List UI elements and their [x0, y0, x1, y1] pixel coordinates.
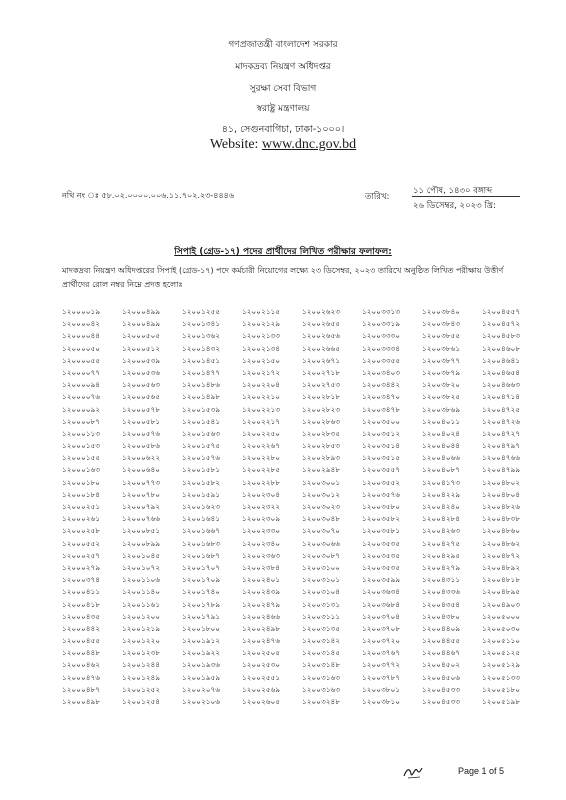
roll-number: ১২০০১২২০ — [122, 636, 161, 646]
roll-number: ১২০০১৪৮৬ — [182, 380, 221, 390]
roll-number: ১২০০৪৫০৬ — [422, 672, 461, 682]
roll-number: ১২০০৪৫৩৩ — [422, 697, 461, 706]
roll-number: ১২০০২৩০৪ — [242, 489, 281, 499]
roll-number: ১২০০৩৫১২ — [362, 428, 401, 438]
roll-number: ১২০০২২৫০ — [242, 428, 281, 438]
roll-number: ১২০০২২৮০ — [242, 453, 281, 463]
roll-number: ১২০০২৫৫১ — [242, 672, 281, 682]
roll-number: ১২০০০৫৫২ — [62, 538, 101, 548]
roll-number: ১২০০০০৭৭ — [62, 367, 101, 377]
ministry-title: স্বরাষ্ট্র মন্ত্রণালয় — [256, 104, 310, 114]
roll-number: ১২০০৩৬৩৪ — [362, 587, 401, 597]
roll-number: ১২০০১৬৪১ — [182, 514, 221, 524]
roll-column — [122, 306, 187, 708]
roll-number: ১২০০৪৩৫৪ — [422, 599, 461, 609]
roll-number: ১২০০৩৮৭৭ — [422, 355, 461, 365]
roll-number: ১২০০২২৮৫ — [242, 465, 281, 475]
roll-number: ১২০০২৮৩৫ — [302, 428, 341, 438]
roll-number: ১২০০১১৪০ — [122, 587, 161, 597]
roll-number: ১২০০০৪৪৮ — [62, 648, 101, 658]
roll-number: ১২০০২৬৫৬ — [302, 331, 341, 341]
roll-number: ১২০০৩১১১ — [302, 611, 341, 621]
roll-number: ১২০০১৭৮৯ — [182, 599, 221, 609]
roll-number: ১২০০০৭৮০ — [122, 489, 161, 499]
roll-number: ১২০০৩০২৩ — [302, 502, 341, 511]
roll-number: ১২০০২৫৩০ — [242, 660, 281, 670]
roll-number: ১২০০৩৫৯৯ — [362, 575, 401, 585]
roll-number: ১২০০১৫৪১ — [182, 416, 221, 426]
roll-number: ১২০০৩১৩৫ — [302, 623, 341, 633]
roll-number: ১২০০৩১৩১ — [302, 599, 341, 609]
roll-number: ১২০০০০৪৪ — [62, 331, 101, 341]
roll-number: ১২০০২৩৮৪ — [242, 562, 281, 572]
roll-number: ১২০০৪৬৪১ — [482, 355, 521, 365]
roll-number: ১২০০৪৪০৯ — [422, 623, 461, 633]
roll-number: ১২০০০০৫৫ — [62, 355, 101, 365]
roll-number: ১২০০৩১৬৩ — [302, 684, 341, 694]
roll-number: ১২০০৩৫৭৬ — [362, 489, 401, 499]
roll-column — [302, 306, 367, 708]
roll-number: ১২০০৩০০১ — [302, 477, 341, 487]
roll-number: ১২০০৩৮৬৯ — [422, 404, 461, 414]
roll-number: ১২০০১৪৯৮ — [182, 392, 221, 402]
roll-number: ১২০০৩১৪৫ — [302, 648, 341, 658]
roll-column — [182, 306, 247, 708]
roll-number: ১২০০২৪৬৬ — [242, 611, 281, 621]
roll-number: ১২০০৩৭০৪ — [362, 611, 401, 621]
roll-number: ১২০০০২৬১ — [62, 514, 101, 524]
roll-number: ১২০০৩৩৫৫ — [362, 355, 401, 365]
roll-number: ১২০০১৬৬৭ — [182, 526, 221, 536]
roll-column — [242, 306, 307, 708]
roll-number: ১২০০৪২৪০ — [422, 502, 461, 511]
roll-number: ১২০০২৪৭৬ — [242, 636, 281, 646]
roll-number: ১২০০০৩৭৪ — [62, 575, 101, 585]
roll-number: ১২০০০০৫০ — [62, 343, 101, 353]
roll-number: ১২০০৪০৬৬ — [422, 453, 461, 463]
roll-number: ১২০০১১০৬ — [122, 575, 161, 585]
roll-number: ১২০০৪৮০৪ — [482, 489, 521, 499]
roll-number: ১২০০০৫৭৬ — [122, 428, 161, 438]
roll-number: ১২০০৪৫০২ — [422, 660, 461, 670]
roll-number: ১২০০৪৩৩৬ — [422, 587, 461, 597]
roll-number: ১২০০০৫৩৯ — [122, 355, 161, 365]
roll-number: ১২০০০১৬৩ — [62, 465, 101, 475]
roll-number: ১২০০৩৪৪২ — [362, 380, 401, 390]
roll-number: ১২০০৩৮৭৯ — [422, 367, 461, 377]
roll-number: ১২০০৪৮৬২ — [482, 538, 521, 548]
roll-number: ১২০০৪৮১৮ — [482, 575, 521, 585]
roll-number: ১২০০১২৪৪ — [122, 660, 161, 670]
roll-number: ১২০০০৪৩৫ — [62, 611, 101, 621]
roll-number: ১২০০৪৪৬৭ — [422, 648, 461, 658]
roll-number: ১২০০০৫১২ — [122, 343, 161, 353]
roll-number: ১২০০৩৮২৫ — [422, 392, 461, 402]
roll-number: ১২০০১৫৩৯ — [182, 404, 221, 414]
roll-number: ১২০০০৫০৫ — [122, 331, 161, 341]
roll-number: ১২০০১৫৬৩ — [182, 428, 221, 438]
roll-number: ১২০০০১৮০ — [62, 477, 101, 487]
roll-number: ১২০০০৫৮১ — [122, 416, 161, 426]
roll-number: ১২০০৩৫৫৭ — [362, 465, 401, 475]
roll-number: ১২০০২২৬৭ — [242, 441, 281, 451]
roll-number: ১২০০১৬৮৭ — [182, 550, 221, 560]
roll-number: ১২০০৪৫৫৭ — [482, 307, 521, 316]
roll-number: ১২০০১৩৪১ — [182, 319, 221, 329]
roll-number: ১২০০৫১২৫ — [482, 648, 521, 658]
roll-number: ১২০০১২৫৪ — [122, 697, 161, 706]
roll-number: ১২০০৪৮৬০ — [482, 526, 521, 536]
roll-number: ১২০০২৩৩০ — [242, 526, 281, 536]
roll-number: ১২০০৪৮৩৮ — [482, 514, 521, 524]
roll-number: ১২০০৪৮৭২ — [482, 550, 521, 560]
roll-number: ১২০০১২৫২ — [122, 684, 161, 694]
roll-number: ১২০০১৫৮২ — [182, 477, 221, 487]
roll-number: ১২০০৪৮০২ — [482, 477, 521, 487]
roll-number: ১২০০৩৮৬১ — [422, 343, 461, 353]
roll-number: ১২০০১৯২২ — [182, 648, 221, 658]
roll-number: ১২০০৪২৮৪ — [422, 514, 461, 524]
roll-number: ১২০০০৫৭৮ — [122, 404, 161, 414]
roll-number: ১২০০২৬৭১ — [302, 355, 341, 365]
roll-number: ১২০০১২৪৯ — [122, 672, 161, 682]
roll-number: ১২০০০২৫১ — [62, 502, 101, 511]
roll-number: ১২০০১৯৩৬ — [182, 660, 221, 670]
roll-number: ১২০০৩৩৩৪ — [362, 343, 401, 353]
roll-number: ১২০০১৪৭৭ — [182, 367, 221, 377]
roll-number: ১২০০৩৬৮৪ — [362, 599, 401, 609]
roll-number: ১২০০১২৩৮ — [122, 648, 161, 658]
roll-number: ১২০০৪৮৯২ — [482, 562, 521, 572]
roll-number: ১২০০৩১৪৮ — [302, 660, 341, 670]
roll-number: ১২০০১৫৭৬ — [182, 453, 221, 463]
roll-number: ১২০০৪৫৩৩ — [422, 684, 461, 694]
signature-mark — [402, 764, 424, 780]
roll-number: ১২০০৪০২৪ — [422, 428, 461, 438]
roll-number: ১২০০২৮৫৩ — [302, 441, 341, 451]
roll-number: ১২০০৪৭৯৭ — [482, 441, 521, 451]
roll-number: ১২০০৩৫৩৫ — [362, 562, 401, 572]
roll-number: ১২০০৩৭২০ — [362, 636, 401, 646]
roll-number: ১২০০৩৫৫২ — [362, 477, 401, 487]
roll-number: ১২০০১৬২৩ — [182, 502, 221, 511]
roll-number: ১২০০০১৮৪ — [62, 489, 101, 499]
roll-number: ১২০০১০৭২ — [122, 562, 161, 572]
roll-number: ১২০০৩৩১৯ — [362, 319, 401, 329]
roll-number: ১২০০১৯৫৯ — [182, 672, 221, 682]
roll-number: ১২০০৩৫৮০ — [362, 502, 401, 511]
roll-number: ১২০০৩৩৩০ — [362, 331, 401, 341]
roll-number: ১২০০৪০৪৪ — [422, 441, 461, 451]
roll-number: ১২০০০৪৫৫ — [62, 636, 101, 646]
roll-number: ১২০০২৭১৮ — [302, 367, 341, 377]
roll-column — [482, 306, 547, 708]
date-bangla: ১১ পৌষ, ১৪৩০ বঙ্গাব্দ — [413, 186, 493, 196]
roll-number: ১২০০০৫৬৩ — [122, 380, 161, 390]
department-title: মাদকদ্রব্য নিয়ন্ত্রণ অধিদপ্তর — [235, 62, 331, 72]
roll-number: ১২০০১২৫৫ — [182, 307, 221, 316]
address-line: ৪১, সেগুনবাগিচা, ঢাকা-১০০০। — [221, 124, 345, 135]
roll-number: ১২০০৪৬৬৩ — [482, 380, 521, 390]
roll-number: ১২০০২৬০৫ — [242, 697, 281, 706]
roll-column — [362, 306, 427, 708]
roll-number: ১২০০২৮২৩ — [302, 404, 341, 414]
roll-number: ১২০০৪৭৬৬ — [482, 453, 521, 463]
roll-number: ১২০০২৪৯৮ — [242, 623, 281, 633]
website-line — [0, 137, 566, 153]
roll-number: ১২০০২৫৬৯ — [242, 684, 281, 694]
roll-number: ১২০০২১৩৪ — [242, 343, 281, 353]
roll-number: ১২০০৫১৩৩ — [482, 672, 521, 682]
roll-number: ১২০০১৭০৯ — [182, 575, 221, 585]
roll-number: ১২০০৫০০০ — [482, 611, 521, 621]
roll-number: ১২০০৩৭৬৭ — [362, 648, 401, 658]
roll-number: ১২০০০৭৭৩ — [122, 477, 161, 487]
roll-number: ১২০০০১১৩ — [62, 428, 101, 438]
roll-number: ১২০০০২৭৯ — [62, 562, 101, 572]
roll-number: ১২০০০৪৭৬ — [62, 672, 101, 682]
roll-number: ১২০০৫১১০ — [482, 636, 521, 646]
roll-number: ১২০০৩০৭০ — [302, 526, 341, 536]
roll-number: ১২০০০৪৯৯ — [122, 307, 161, 316]
roll-number: ১২০০১৯১২ — [182, 636, 221, 646]
roll-number: ১২০০২২১৭ — [242, 416, 281, 426]
roll-number: ১২০০১৫৭৫ — [182, 441, 221, 451]
roll-number: ১২০০৪৪৫৫ — [422, 636, 461, 646]
roll-number: ১২০০৩১০৪ — [302, 587, 341, 597]
roll-number: ১২০০২২১৩ — [242, 404, 281, 414]
roll-number: ১২০০০৪১১ — [62, 587, 101, 597]
roll-number: ১২০০২২১০ — [242, 392, 281, 402]
roll-number: ১২০০০০৯৪ — [62, 380, 101, 390]
roll-number: ১২০০৩৪০৩ — [362, 367, 401, 377]
roll-number: ১২০০০০৮৭ — [62, 416, 101, 426]
roll-number: ১২০০২৩০৯ — [242, 514, 281, 524]
roll-number: ১২০০৩৮৫৫ — [422, 331, 461, 341]
roll-number: ১২০০৩৪৭৮ — [362, 404, 401, 414]
roll-number: ১২০০১৬৮৩ — [182, 538, 221, 548]
roll-number: ১২০০২৩৬৩ — [242, 550, 281, 560]
roll-number: ১২০০৫১৯৮ — [482, 697, 521, 706]
roll-number: ১২০০২৮৬৩ — [302, 416, 341, 426]
roll-number: ১২০০৩৮৪০ — [422, 307, 461, 316]
roll-number: ১২০০১২০০ — [122, 611, 161, 621]
date-divider — [412, 196, 520, 197]
roll-number: ১২০০০২৫৭ — [62, 550, 101, 560]
roll-number: ১২০০৩৫৮২ — [362, 514, 401, 524]
roll-number: ১২০০২৭৫৩ — [302, 380, 341, 390]
roll-number: ১২০০২৬২৩ — [302, 307, 341, 316]
roll-number: ১২০০৪৩৮০ — [422, 611, 461, 621]
roll-number: ১২০০৩৭৮৭ — [362, 672, 401, 682]
government-title: গণপ্রজাতন্ত্রী বাংলাদেশ সরকার — [228, 40, 338, 50]
roll-number: ১২০০১৪৩২ — [182, 343, 221, 353]
roll-number: ১২০০২৮১৮ — [302, 392, 341, 402]
roll-number: ১২০০২৩২২ — [242, 502, 281, 511]
roll-number: ১২০০২৬৬৫ — [302, 343, 341, 353]
result-title: সিপাই (গ্রেড-১৭) পদের প্রার্থীদের লিখিত পরীক্ষার ফলাফল: — [174, 247, 392, 257]
roll-number: ১২০০০৪১৮ — [62, 599, 101, 609]
roll-number: ১২০০০১৫৩ — [62, 441, 101, 451]
roll-number: ১২০০১৭৪০ — [182, 587, 221, 597]
roll-number: ১২০০৩৫৩৫ — [362, 550, 401, 560]
intro-paragraph: মাদকদ্রব্য নিয়ন্ত্রণ অধিদপ্তরের সিপাই (গ্রেড-১৭) পদে কর্মচারী নিয়োগের লক্ষ্যে ২৩ ডিসেম্বর, ২০২৩ তারিখে অনুষ্ঠিত লিখিত পরীক্ষায় উত্তীর্ণ প্রার্থীদের রোল নম্বর নিম্নে প্রদত্ত হলোঃ — [62, 266, 504, 289]
roll-number: ১২০০৫১৮০ — [482, 684, 521, 694]
roll-number: ১২০০১৫৯১ — [182, 489, 221, 499]
roll-number: ১২০০৪৫৭২ — [482, 319, 521, 329]
roll-number: ১২০০০৪৯৯ — [122, 319, 161, 329]
roll-number: ১২০০২৫০৫ — [242, 648, 281, 658]
date-label: তারিখ: — [365, 192, 390, 202]
roll-number: ১২০০৪৮৯৫ — [482, 587, 521, 597]
roll-number: ১২০০৩৫৮১ — [362, 526, 401, 536]
roll-number: ১২০০২৩৪০ — [242, 538, 281, 548]
roll-number: ১২০০৪৫৮৩ — [482, 331, 521, 341]
roll-number: ১২০০১১৬১ — [122, 599, 161, 609]
roll-number: ১২০০৩০১২ — [302, 489, 341, 499]
roll-number: ১২০০০৪৮৭ — [62, 684, 101, 694]
roll-number: ১২০০৩৫১৪ — [362, 441, 401, 451]
roll-number: ১২০০০২৫৮ — [62, 526, 101, 536]
roll-number: ১২০০৪২৭৯ — [422, 562, 461, 572]
roll-number: ১২০০৩১৬৩ — [302, 672, 341, 682]
website-label: Website: — [209, 137, 262, 152]
roll-number: ১২০০৪২৯৫ — [422, 550, 461, 560]
roll-number: ১২০০২২০৪ — [242, 380, 281, 390]
roll-number: ১২০০০৭৬৬ — [122, 514, 161, 524]
roll-number: ১২০০০৮৫১ — [122, 526, 161, 536]
roll-number: ১২০০৩৮০১ — [362, 684, 401, 694]
roll-number: ১২০০৪১৭৩ — [422, 477, 461, 487]
roll-number: ১২০০২১৭২ — [242, 367, 281, 377]
roll-number: ১২০০২৪৭৯ — [242, 599, 281, 609]
roll-number: ১২০০৩৮২০ — [422, 380, 461, 390]
roll-number: ১২০০১৪৫১ — [182, 355, 221, 365]
roll-number: ১২০০৩১০০ — [302, 562, 341, 572]
roll-number: ১২০০৩০৬৬ — [302, 538, 341, 548]
roll-number: ১২০০২১১৫ — [242, 307, 281, 316]
roll-number: ১২০০১৭০৭ — [182, 562, 221, 572]
roll-number: ১২০০৩১৪২ — [302, 636, 341, 646]
roll-number: ১২০০৩৫১৫ — [362, 453, 401, 463]
roll-number: ১২০০১০৪৫ — [122, 550, 161, 560]
roll-number: ১২০০৪২৬৩ — [422, 526, 461, 536]
roll-number: ১২০০০৪৪২ — [62, 623, 101, 633]
roll-number: ১২০০৫০৩০ — [482, 623, 521, 633]
website-link[interactable]: www.dnc.gov.bd — [261, 137, 357, 152]
division-title: সুরক্ষা সেবা বিভাগ — [249, 84, 317, 94]
roll-number: ১২০০০৬৪০ — [122, 465, 161, 475]
roll-number: ১২০০০০৯২ — [62, 404, 101, 414]
roll-number: ১২০০৩৭০৮ — [362, 623, 401, 633]
roll-number: ১২০০০৪৯৮ — [62, 697, 101, 706]
roll-number: ১২০০২০৭৬ — [182, 684, 221, 694]
roll-number: ১২০০৩৫৩৫ — [362, 538, 401, 548]
roll-number: ১২০০৪৭২৫ — [482, 404, 521, 414]
roll-column — [422, 306, 487, 708]
roll-number: ১২০০৪৭২৭ — [482, 428, 521, 438]
roll-number: ১২০০৪৬৫৪ — [482, 367, 521, 377]
roll-number: ১২০০৩৫০০ — [362, 416, 401, 426]
roll-number: ১২০০৩৮১০ — [362, 697, 401, 706]
roll-column — [62, 306, 127, 708]
roll-number: ১২০০২১০৬ — [182, 697, 221, 706]
roll-number: ১২০০৪২৭৫ — [422, 538, 461, 548]
roll-number: ১২০০০৫৬৫ — [122, 392, 161, 402]
roll-number: ১২০০১৫৮১ — [182, 465, 221, 475]
memo-number: নথি নং ঃ ৫৮.০২.০০০০.০০৬.১১.৭০২.২৩-৪৪৪৬ — [62, 191, 235, 200]
roll-number: ১২০০২৪৩৯ — [242, 587, 281, 597]
roll-number: ১২০০২৪০১ — [242, 575, 281, 585]
roll-number: ১২০০১২১৯ — [122, 623, 161, 633]
roll-number: ১২০০২৯৪৮ — [302, 465, 341, 475]
roll-number: ১২০০০১৫৫ — [62, 453, 101, 463]
roll-number: ১২০০১৭৯১ — [182, 611, 221, 621]
roll-number: ১২০০০৫৮৬ — [122, 441, 161, 451]
roll-number: ১২০০২৮৯৩ — [302, 453, 341, 463]
roll-number: ১২০০২২৮৮ — [242, 477, 281, 487]
roll-number: ১২০০৩৩১৩ — [362, 307, 401, 316]
roll-number: ১২০০০০১৯ — [62, 307, 101, 316]
roll-number: ১২০০৩০৮৭ — [302, 550, 341, 560]
roll-number: ১২০০৪৭১৪ — [482, 392, 521, 402]
roll-number: ১২০০৪৭৯৯ — [482, 465, 521, 475]
roll-number: ১২০০৩২৪৮ — [302, 697, 341, 706]
roll-number: ১২০০২১৫০ — [242, 355, 281, 365]
roll-number: ১২০০০০৭৬ — [62, 392, 101, 402]
roll-number: ১২০০০৪৬২ — [62, 660, 101, 670]
roll-number: ১২০০৩৪৭০ — [362, 392, 401, 402]
page-number: Page 1 of 5 — [458, 766, 505, 776]
roll-number: ১২০০৩৭৭২ — [362, 660, 401, 670]
date-english: ২৬ ডিসেম্বর, ২০২৩ খ্রি: — [413, 201, 496, 211]
roll-number: ১২০০৫১২৯ — [482, 660, 521, 670]
roll-number: ১২০০১৩৬২ — [182, 331, 221, 341]
roll-number: ১২০০৩৮৪৩ — [422, 319, 461, 329]
roll-number: ১২০০৪৮২৬ — [482, 502, 521, 511]
roll-number: ১২০০৩১০১ — [302, 575, 341, 585]
roll-number: ১২০০০৭৯২ — [122, 502, 161, 511]
roll-number: ১২০০৪৯০৩ — [482, 599, 521, 609]
roll-number: ১২০০৪০৮৭ — [422, 465, 461, 475]
roll-number: ১২০০৪২২৯ — [422, 489, 461, 499]
roll-number: ১২০০৪০১১ — [422, 416, 461, 426]
roll-number: ১২০০০৮৯৯ — [122, 538, 161, 548]
roll-number: ১২০০০৫৩৬ — [122, 367, 161, 377]
roll-number: ১২০০২১২৯ — [242, 319, 281, 329]
roll-number: ১২০০০৬২২ — [122, 453, 161, 463]
roll-number: ১২০০৪৩১১ — [422, 575, 461, 585]
roll-number: ১২০০৪৬০৮ — [482, 343, 521, 353]
roll-number: ১২০০১৮০০ — [182, 623, 221, 633]
roll-number: ১২০০৪৭২৬ — [482, 416, 521, 426]
roll-number: ১২০০২১৩৩ — [242, 331, 281, 341]
roll-number: ১২০০২৬৫৫ — [302, 319, 341, 329]
roll-number: ১২০০০০৪২ — [62, 319, 101, 329]
roll-number: ১২০০৩০৪৮ — [302, 514, 341, 524]
